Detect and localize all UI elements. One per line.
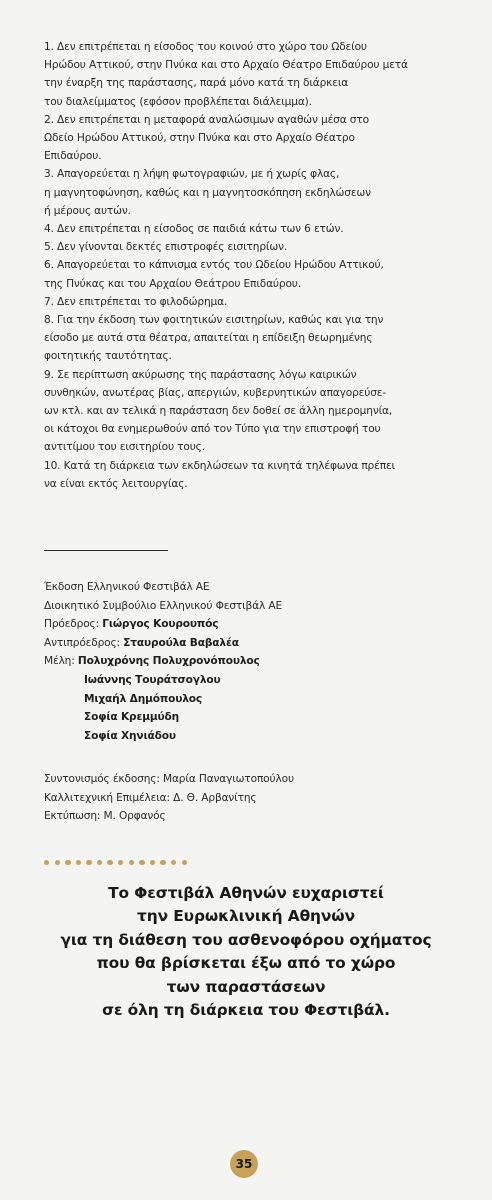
dot: [107, 860, 112, 865]
dot: [182, 860, 187, 865]
dot: [97, 860, 102, 865]
art-direction-line: Καλλιτεχνική Επιμέλεια: Δ. Θ. Αρβανίτης: [44, 791, 257, 804]
rules-line: να είναι εκτός λειτουργίας.: [44, 477, 188, 490]
thanks-line: που θα βρίσκεται έξω από το χώρο: [96, 954, 396, 973]
president-label: Πρόεδρος:: [44, 618, 103, 631]
member-name: Πολυχρόνης Πολυχρονόπουλος: [77, 655, 260, 668]
rules-list: [44, 38, 464, 493]
thanks-line: την Ευρωκλινική Αθηνών: [137, 907, 355, 926]
rules-line: 4. Δεν επιτρέπεται η είσοδος σε παιδιά κάτω των 6 ετών.: [44, 223, 344, 236]
thanks-notice: [0, 882, 492, 1022]
coordination-line: Συντονισμός έκδοσης: Μαρία Παναγιωτοπούλου: [44, 773, 294, 785]
member-name: Μιχαήλ Δημόπουλος: [84, 692, 203, 705]
rules-line: 7. Δεν επιτρέπεται το φιλοδώρημα.: [44, 295, 228, 308]
page-number: 35: [230, 1150, 258, 1178]
section-divider: [44, 550, 168, 551]
vice-president-line: [44, 634, 464, 653]
rules-line: φοιτητικής ταυτότητας.: [44, 350, 172, 363]
dot: [55, 860, 60, 865]
rules-line: την έναρξη της παράστασης, παρά μόνο κατά τη διάρκεια: [44, 77, 349, 90]
rules-line: Επιδαύρου.: [44, 150, 102, 163]
rules-line: 9. Σε περίπτωση ακύρωσης της παράστασης λόγω καιρικών: [44, 368, 357, 381]
production-credits: [44, 770, 464, 826]
member-name: Ιωάννης Τουράτσογλου: [84, 673, 221, 686]
thanks-line: των παραστάσεων: [166, 977, 326, 996]
dot: [76, 860, 81, 865]
rules-line: συνθηκών, ανωτέρας βίας, απεργιών, κυβερνητικών απαγορεύσε-: [44, 386, 387, 399]
members-line: [44, 727, 464, 746]
president-name: Γιώργος Κουρουπός: [102, 618, 219, 631]
dot: [86, 860, 91, 865]
rules-line: της Πνύκας και του Αρχαίου Θεάτρου Επιδαύρου.: [44, 277, 302, 290]
rules-line: του διαλείμματος (εφόσον προβλέπεται διάλειμμα).: [44, 95, 312, 108]
president-line: [44, 615, 464, 634]
rules-line: είσοδο με αυτά στα θέατρα, απαιτείται η επίδειξη θεωρημένης: [44, 332, 373, 345]
rules-line: οι κάτοχοι θα ενημερωθούν από τον Τύπο για την επιστροφή του: [44, 423, 381, 436]
rules-line: η μαγνητοφώνηση, καθώς και η μαγνητοσκόπηση εκδηλώσεων: [44, 186, 371, 199]
rules-line: ή μέρους αυτών.: [44, 204, 131, 217]
members-line: [44, 708, 464, 727]
dot: [65, 860, 70, 865]
rules-line: Ηρώδου Αττικού, στην Πνύκα και στο Αρχαίο Θέατρο Επιδαύρου μετά: [44, 59, 408, 72]
vice-president-label: Αντιπρόεδρος:: [44, 636, 124, 649]
dot: [150, 860, 155, 865]
member-name: Σοφία Κρεμμύδη: [84, 711, 180, 724]
dot: [171, 860, 176, 865]
rules-line: 1. Δεν επιτρέπεται η είσοδος του κοινού στο χώρο του Ωδείου: [44, 41, 367, 53]
rules-line: αντιτίμου του εισιτηρίου τους.: [44, 441, 205, 454]
printing-line: Εκτύπωση: Μ. Ορφανός: [44, 810, 166, 823]
thanks-line: σε όλη τη διάρκεια του Φεστιβάλ.: [102, 1001, 390, 1020]
vice-president-name: Σταυρούλα Βαβαλέα: [123, 636, 239, 649]
rules-line: 8. Για την έκδοση των φοιτητικών εισιτηρίων, καθώς και για την: [44, 314, 384, 327]
members-line: [44, 652, 464, 671]
rules-line: 6. Απαγορεύεται το κάπνισμα εντός του Ωδείου Ηρώδου Αττικού,: [44, 259, 384, 272]
credits-block: [44, 578, 464, 745]
member-name: Σοφία Χηνιάδου: [84, 729, 176, 742]
members-line: [44, 690, 464, 709]
publisher-line: Έκδοση Ελληνικού Φεστιβάλ ΑΕ: [44, 581, 210, 593]
thanks-line: Το Φεστιβάλ Αθηνών ευχαριστεί: [108, 884, 384, 902]
rules-line: Ωδείο Ηρώδου Αττικού, στην Πνύκα και στο Αρχαίο Θέατρο: [44, 132, 355, 145]
rules-line: 3. Απαγορεύεται η λήψη φωτογραφιών, με ή χωρίς φλας,: [44, 168, 340, 181]
board-line: Διοικητικό Συμβούλιο Ελληνικού Φεστιβάλ ΑΕ: [44, 599, 282, 612]
dotted-divider: [44, 860, 187, 865]
members-label: Μέλη:: [44, 655, 78, 668]
thanks-line: για τη διάθεση του ασθενοφόρου οχήματος: [60, 930, 432, 949]
rules-line: ων κτλ. και αν τελικά η παράσταση δεν δοθεί σε άλλη ημερομηνία,: [44, 405, 393, 418]
dot: [44, 860, 49, 865]
dot: [118, 860, 123, 865]
members-line: [44, 671, 464, 690]
dot: [129, 860, 134, 865]
dot: [160, 860, 165, 865]
rules-line: 5. Δεν γίνονται δεκτές επιστροφές εισιτηρίων.: [44, 241, 288, 254]
rules-line: 10. Κατά τη διάρκεια των εκδηλώσεων τα κινητά τηλέφωνα πρέπει: [44, 459, 395, 472]
dot: [139, 860, 144, 865]
rules-line: 2. Δεν επιτρέπεται η μεταφορά αναλώσιμων αγαθών μέσα στο: [44, 113, 369, 126]
